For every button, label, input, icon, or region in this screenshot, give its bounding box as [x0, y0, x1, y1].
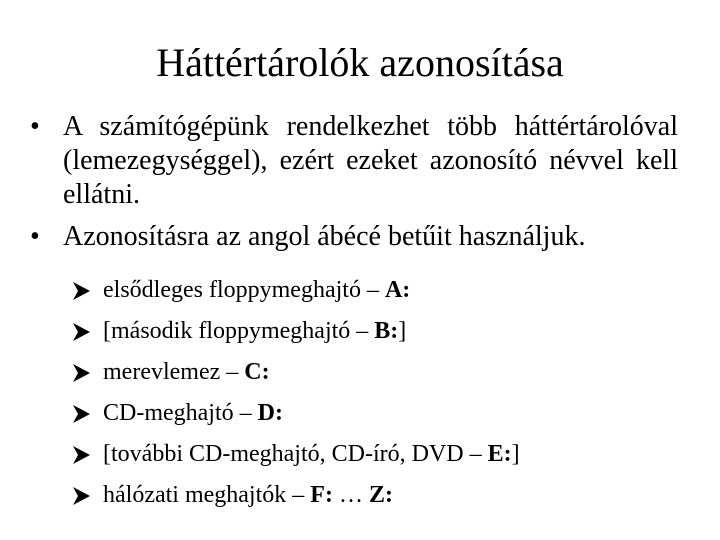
drive-list-item [71, 358, 691, 387]
drive-list-item [71, 276, 691, 305]
drive-list-item [71, 399, 691, 428]
drive-letter-list [71, 276, 691, 522]
arrow-bullet-icon [71, 363, 91, 383]
bullet-text: A számítógépünk rendelkezhet több háttértárolóval (lemezegységgel), ezért ezeket azonosító névvel kell ellátni. [63, 111, 678, 210]
drive-letter: B: [374, 318, 399, 344]
drive-suffix: ] [398, 318, 407, 344]
bullet-item [30, 220, 678, 254]
arrow-bullet-icon [71, 486, 91, 506]
arrow-bullet-icon [71, 404, 91, 424]
drive-description: [második floppymeghajtó – [103, 318, 375, 344]
drive-description: hálózati meghajtók – [103, 482, 311, 508]
drive-description: CD-meghajtó – [103, 400, 258, 426]
slide-title: Háttértárolók azonosítása [156, 40, 564, 85]
drive-description: elsődleges floppymeghajtó – [103, 277, 385, 303]
drive-range-ellipsis: … [332, 482, 369, 508]
drive-letter: E: [487, 441, 512, 467]
bullet-dot-icon: • [30, 221, 40, 252]
arrow-bullet-icon [71, 281, 91, 301]
drive-letter: A: [384, 277, 411, 303]
drive-letter: Z: [368, 482, 393, 508]
drive-description: [további CD-meghajtó, CD-író, DVD – [103, 441, 488, 467]
bullet-list [30, 110, 678, 262]
drive-letter: C: [244, 359, 270, 385]
drive-list-item [71, 317, 691, 346]
arrow-bullet-icon [71, 322, 91, 342]
drive-letter: F: [310, 482, 333, 508]
bullet-text: Azonosításra az angol ábécé betűit használjuk. [63, 221, 586, 252]
arrow-bullet-icon [71, 445, 91, 465]
drive-suffix: ] [511, 441, 520, 467]
bullet-dot-icon: • [30, 111, 40, 142]
drive-list-item [71, 440, 691, 469]
drive-letter: D: [257, 400, 283, 426]
drive-description: merevlemez – [103, 359, 245, 385]
bullet-item [30, 110, 678, 212]
drive-list-item [71, 481, 691, 510]
